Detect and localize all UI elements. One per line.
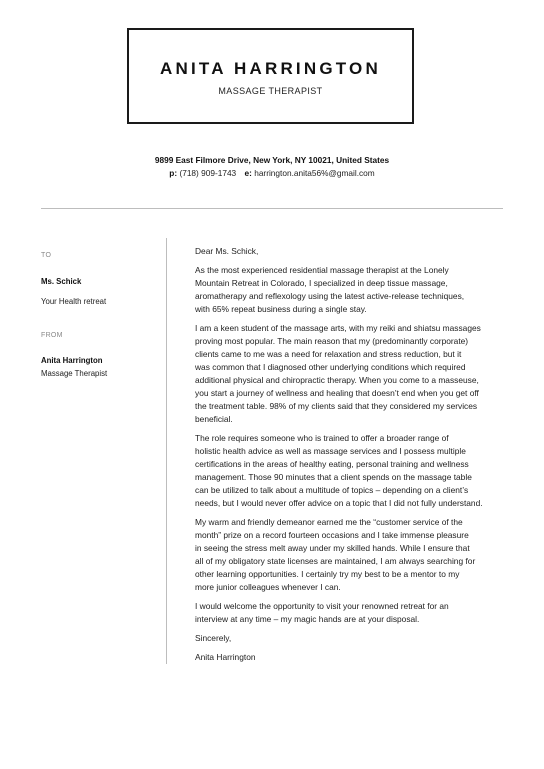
letter-paragraph-1 bbox=[195, 264, 511, 316]
letter-line: interview at any time – my magic hands are at your disposal. bbox=[195, 614, 420, 624]
letter-line: proving most popular. The main reason that my (predominantly corporate) bbox=[195, 336, 469, 346]
letter-body bbox=[195, 245, 511, 670]
letter-paragraph-5 bbox=[195, 600, 511, 626]
letter-line: month” prize on a record fourteen occasions and I take immense pleasure bbox=[195, 530, 469, 540]
letter-line: you start a journey of wellness and healing that doesn’t end when you get off bbox=[195, 388, 479, 398]
letter-line: more junior colleagues whenever I can. bbox=[195, 582, 341, 592]
name-header-box bbox=[127, 28, 414, 124]
letter-line: Mountain Retreat in Colorado, I specialized in deep tissue massage, bbox=[195, 278, 448, 288]
letter-line: the treatment table. 98% of my clients said that they considered my services bbox=[195, 401, 478, 411]
letter-line: I would welcome the opportunity to visit your renowned retreat for an bbox=[195, 601, 449, 611]
letter-line: aromatherapy and reflexology using the latest active-release techniques, bbox=[195, 291, 465, 301]
sender-name: Anita Harrington bbox=[41, 356, 103, 365]
letter-line: holistic health advice as well as massage services and I possess multiple bbox=[195, 446, 466, 456]
letter-line: in seeing the stress melt away under my skilled hands. While I ensure that bbox=[195, 543, 470, 553]
letter-line: needs, but I would never offer advice on a topic that I did not fully understand. bbox=[195, 498, 483, 508]
letter-line: was common that I diagnosed other underlying conditions which required bbox=[195, 362, 466, 372]
letter-line: The role requires someone who is trained to offer a broader range of bbox=[195, 433, 449, 443]
column-divider bbox=[166, 238, 167, 664]
letter-line: beneficial. bbox=[195, 414, 233, 424]
header-divider bbox=[41, 208, 503, 209]
letter-line: management. Those 90 minutes that a client spends on the massage table bbox=[195, 472, 472, 482]
letter-paragraph-2 bbox=[195, 322, 511, 426]
applicant-job-title: MASSAGE THERAPIST bbox=[218, 86, 323, 96]
letter-line: with 65% repeat business during a single stay. bbox=[195, 304, 367, 314]
applicant-name: ANITA HARRINGTON bbox=[160, 59, 381, 78]
recipient-name: Ms. Schick bbox=[41, 277, 82, 286]
letter-line: all of my obligatory state licenses are maintained, I am always searching for bbox=[195, 556, 476, 566]
phone-label: p: bbox=[169, 168, 178, 178]
from-label: FROM bbox=[41, 332, 63, 339]
letter-paragraph-3 bbox=[195, 432, 511, 510]
letter-line: As the most experienced residential massage therapist at the Lonely bbox=[195, 265, 449, 275]
letter-paragraph-4 bbox=[195, 516, 511, 594]
letter-line: other learning opportunities. I certainly try my best to be a mentor to my bbox=[195, 569, 460, 579]
recipient-organization: Your Health retreat bbox=[41, 297, 107, 306]
email-label: e: bbox=[244, 168, 252, 178]
letter-line: My warm and friendly demeanor earned me the “customer service of the bbox=[195, 517, 463, 527]
phone-number: (718) 909-1743 bbox=[179, 168, 237, 178]
letter-line: additional physical and chiropractic therapy. When you come to a masseuse, bbox=[195, 375, 479, 385]
closing: Sincerely, bbox=[195, 633, 232, 643]
salutation: Dear Ms. Schick, bbox=[195, 246, 259, 256]
email-address: harrington.anita56%@gmail.com bbox=[254, 168, 375, 178]
letter-line: certifications in the areas of healthy eating, personal training and wellness bbox=[195, 459, 469, 469]
letter-line: clients came to me was a need for relaxation and stress reduction, but it bbox=[195, 349, 462, 359]
contact-details bbox=[0, 168, 544, 178]
contact-address: 9899 East Filmore Drive, New York, NY 10021, United States bbox=[154, 155, 390, 165]
to-label: TO bbox=[41, 252, 52, 259]
letter-line: can be utilized to talk about a multitude of topics – depending on a client’s bbox=[195, 485, 469, 495]
signature: Anita Harrington bbox=[195, 652, 256, 662]
sender-title: Massage Therapist bbox=[41, 369, 108, 378]
letter-line: I am a keen student of the massage arts, with my reiki and shiatsu massages bbox=[195, 323, 481, 333]
